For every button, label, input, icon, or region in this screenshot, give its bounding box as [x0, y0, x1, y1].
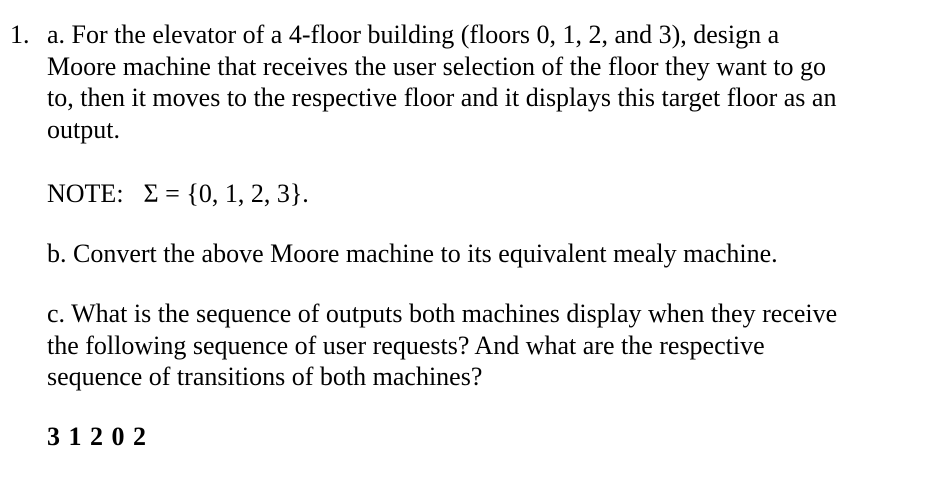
part-c-line: the following sequence of user requests? And what are the respective: [47, 330, 765, 360]
part-a-line: output.: [47, 114, 120, 144]
part-a-paragraph: [47, 19, 937, 145]
part-a-line: a. For the elevator of a 4-floor building (floors 0, 1, 2, and 3), design a: [47, 20, 780, 49]
request-sequence: 3 1 2 0 2: [47, 422, 147, 451]
note-paragraph: [47, 178, 937, 210]
part-c-line: c. What is the sequence of outputs both machines display when they receive: [47, 299, 838, 328]
part-b-paragraph: [47, 238, 937, 270]
part-a-line: Moore machine that receives the user selection of the floor they want to go: [47, 51, 827, 81]
question-number: 1.: [10, 20, 30, 49]
note-label: NOTE:: [47, 179, 124, 208]
part-a-line: to, then it moves to the respective floor and it displays this target floor as an: [47, 83, 837, 112]
part-c-line: sequence of transitions of both machines?: [47, 362, 483, 391]
part-c-paragraph: [47, 298, 937, 393]
part-b-line: b. Convert the above Moore machine to its equivalent mealy machine.: [47, 239, 778, 268]
note-text: Σ = {0, 1, 2, 3}.: [143, 179, 309, 208]
